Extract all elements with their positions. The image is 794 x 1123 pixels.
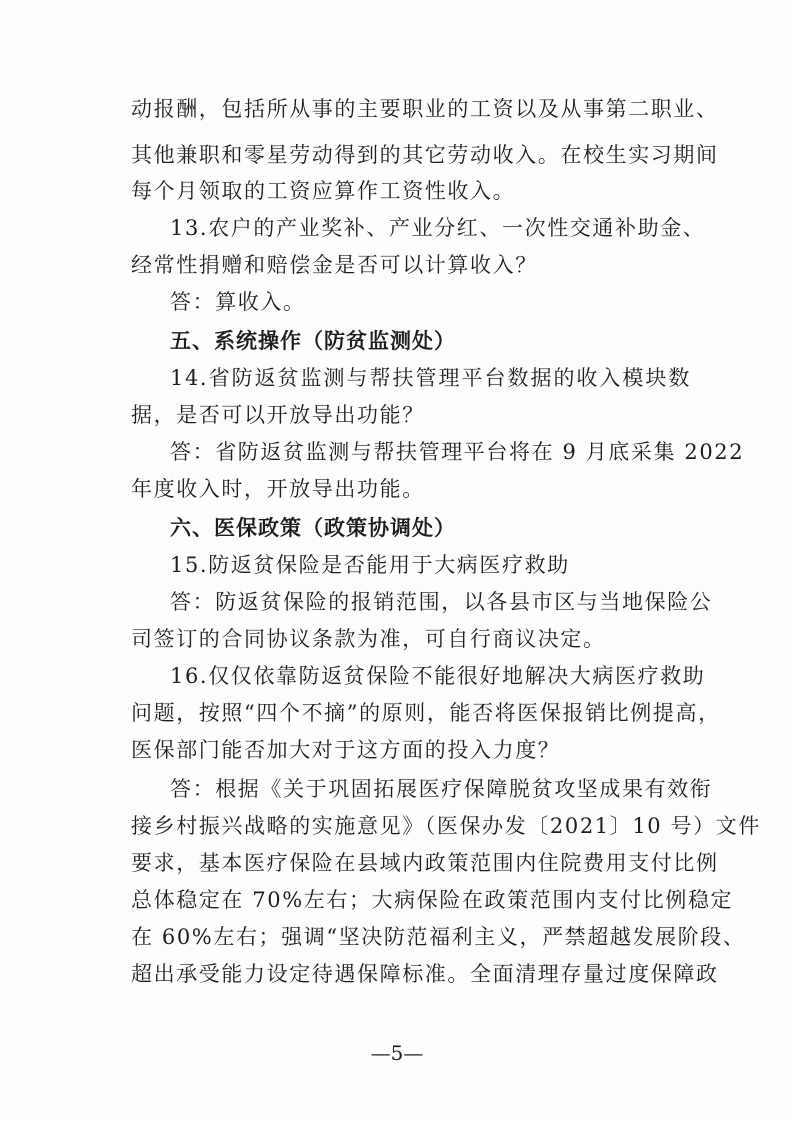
text-line: 接乡村振兴战略的实施意见》（医保办发〔2021〕10 号）文件 [131, 814, 761, 838]
answer-15: 答：防返贫保险的报销范围，以各县市区与当地保险公 [170, 590, 713, 614]
question-15: 15.防返贫保险是否能用于大病医疗救助 [170, 553, 570, 577]
text-line: 在 60%左右；强调“坚决防范福利主义，严禁超越发展阶段、 [131, 925, 746, 949]
question-13: 13.农户的产业奖补、产业分红、一次性交通补助金、 [170, 216, 706, 240]
answer-16: 答：根据《关于巩固拓展医疗保障脱贫攻坚成果有效衔 [170, 777, 713, 801]
text-line: 超出承受能力设定待遇保障标准。全面清理存量过度保障政 [131, 962, 719, 986]
page-number: —5— [370, 1041, 424, 1065]
text-line: 动报酬，包括所从事的主要职业的工资以及从事第二职业、 [131, 97, 719, 121]
text-line: 经常性捐赠和赔偿金是否可以计算收入？ [131, 253, 538, 277]
text-line: 要求，基本医疗保险在县域内政策范围内住院费用支付比例 [131, 851, 719, 875]
answer-13: 答：算收入。 [170, 290, 306, 314]
text-line: 医保部门能否加大对于这方面的投入力度？ [131, 738, 561, 762]
text-line: 总体稳定在 70%左右；大病保险在政策范围内支付比例稳定 [131, 888, 734, 912]
section-heading-5: 五、系统操作（防贫监测处） [170, 329, 456, 353]
section-heading-6: 六、医保政策（政策协调处） [170, 516, 456, 540]
text-line: 每个月领取的工资应算作工资性收入。 [131, 179, 516, 203]
question-16: 16.仅仅依靠防返贫保险不能很好地解决大病医疗救助 [170, 664, 706, 688]
question-14: 14.省防返贫监测与帮扶管理平台数据的收入模块数 [170, 366, 691, 390]
answer-14: 答：省防返贫监测与帮扶管理平台将在 9 月底采集 2022 [170, 440, 745, 464]
text-line: 年度收入时，开放导出功能。 [131, 477, 425, 501]
text-line: 据，是否可以开放导出功能？ [131, 403, 425, 427]
text-line: 司签订的合同协议条款为准，可自行商议决定。 [131, 627, 606, 651]
text-line: 问题，按照“四个不摘”的原则，能否将医保报销比例提高， [131, 701, 721, 725]
text-line: 其他兼职和零星劳动得到的其它劳动收入。在校生实习期间 [131, 143, 719, 167]
